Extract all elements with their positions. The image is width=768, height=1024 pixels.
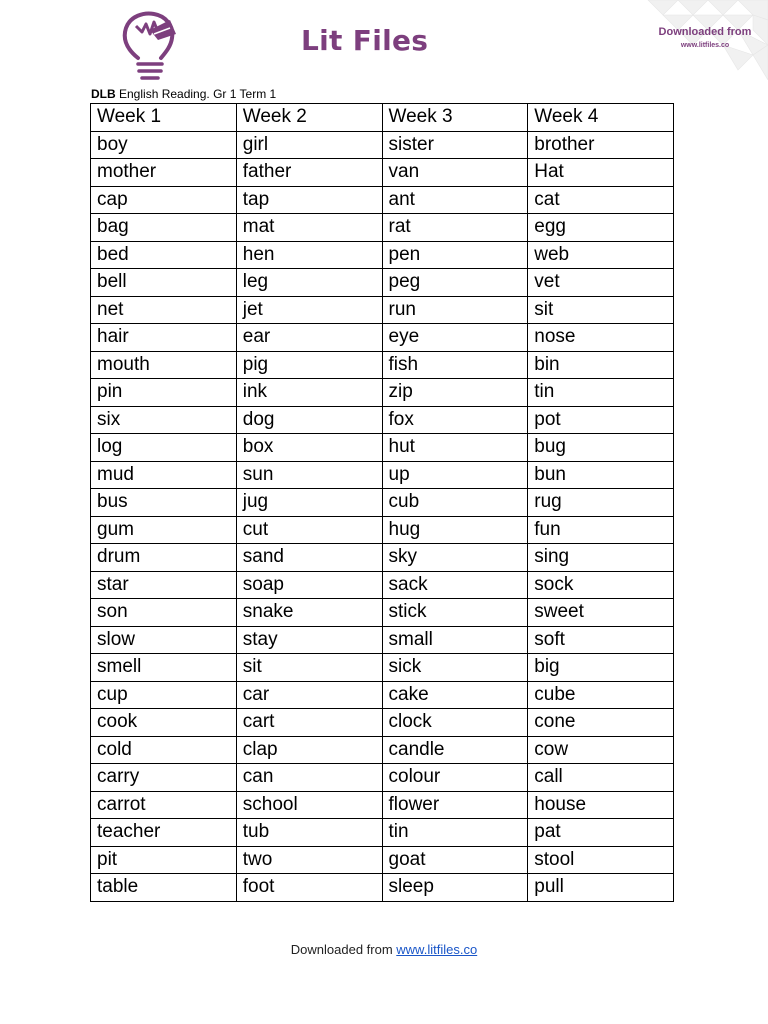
table-row xyxy=(91,516,674,544)
table-cell: snake xyxy=(236,599,382,627)
table-cell: soft xyxy=(528,626,674,654)
table-cell: brother xyxy=(528,131,674,159)
column-header: Week 2 xyxy=(236,104,382,132)
table-cell: clock xyxy=(382,709,528,737)
table-row xyxy=(91,324,674,352)
table-cell: car xyxy=(236,681,382,709)
table-cell: sack xyxy=(382,571,528,599)
table-cell: rug xyxy=(528,489,674,517)
table-row xyxy=(91,214,674,242)
table-cell: jet xyxy=(236,296,382,324)
table-row xyxy=(91,599,674,627)
table-cell: mouth xyxy=(91,351,237,379)
table-cell: sky xyxy=(382,544,528,572)
table-row xyxy=(91,544,674,572)
table-cell: hug xyxy=(382,516,528,544)
table-cell: cut xyxy=(236,516,382,544)
table-cell: tin xyxy=(528,379,674,407)
table-cell: peg xyxy=(382,269,528,297)
table-cell: hut xyxy=(382,434,528,462)
table-cell: bell xyxy=(91,269,237,297)
table-row xyxy=(91,406,674,434)
table-cell: vet xyxy=(528,269,674,297)
table-cell: eye xyxy=(382,324,528,352)
table-cell: bus xyxy=(91,489,237,517)
table-cell: slow xyxy=(91,626,237,654)
table-cell: sit xyxy=(528,296,674,324)
table-cell: sock xyxy=(528,571,674,599)
table-cell: gum xyxy=(91,516,237,544)
table-cell: sick xyxy=(382,654,528,682)
table-cell: pot xyxy=(528,406,674,434)
table-cell: fun xyxy=(528,516,674,544)
table-cell: ear xyxy=(236,324,382,352)
table-row xyxy=(91,709,674,737)
table-cell: box xyxy=(236,434,382,462)
table-cell: cone xyxy=(528,709,674,737)
table-cell: mud xyxy=(91,461,237,489)
table-cell: star xyxy=(91,571,237,599)
table-row xyxy=(91,571,674,599)
column-header: Week 1 xyxy=(91,104,237,132)
table-cell: web xyxy=(528,241,674,269)
badge-line2: www.litfiles.co xyxy=(680,42,730,49)
table-cell: bun xyxy=(528,461,674,489)
column-header: Week 4 xyxy=(528,104,674,132)
subtitle-rest: English Reading. Gr 1 Term 1 xyxy=(115,87,277,101)
table-cell: mother xyxy=(91,159,237,187)
table-cell: goat xyxy=(382,846,528,874)
table-cell: cube xyxy=(528,681,674,709)
table-cell: drum xyxy=(91,544,237,572)
table-cell: boy xyxy=(91,131,237,159)
table-cell: father xyxy=(236,159,382,187)
table-row xyxy=(91,874,674,902)
table-row xyxy=(91,489,674,517)
badge-line1: Downloaded from xyxy=(658,26,752,38)
table-cell: cub xyxy=(382,489,528,517)
table-cell: son xyxy=(91,599,237,627)
table-cell: cup xyxy=(91,681,237,709)
table-row xyxy=(91,461,674,489)
table-cell: girl xyxy=(236,131,382,159)
table-cell: cow xyxy=(528,736,674,764)
table-cell: sweet xyxy=(528,599,674,627)
table-cell: jug xyxy=(236,489,382,517)
table-cell: pin xyxy=(91,379,237,407)
table-row xyxy=(91,764,674,792)
table-cell: teacher xyxy=(91,819,237,847)
table-cell: ink xyxy=(236,379,382,407)
table-row xyxy=(91,654,674,682)
table-cell: bin xyxy=(528,351,674,379)
table-row xyxy=(91,296,674,324)
table-cell: pig xyxy=(236,351,382,379)
table-cell: can xyxy=(236,764,382,792)
table-cell: tub xyxy=(236,819,382,847)
table-cell: fox xyxy=(382,406,528,434)
table-cell: nose xyxy=(528,324,674,352)
table-cell: foot xyxy=(236,874,382,902)
table-cell: net xyxy=(91,296,237,324)
subtitle-bold: DLB xyxy=(91,87,116,101)
table-cell: sand xyxy=(236,544,382,572)
table-row xyxy=(91,626,674,654)
table-row xyxy=(91,791,674,819)
table-cell: cat xyxy=(528,186,674,214)
table-cell: soap xyxy=(236,571,382,599)
table-row xyxy=(91,186,674,214)
table-cell: two xyxy=(236,846,382,874)
table-cell: cart xyxy=(236,709,382,737)
table-row xyxy=(91,434,674,462)
column-header: Week 3 xyxy=(382,104,528,132)
table-row xyxy=(91,131,674,159)
table-cell: bed xyxy=(91,241,237,269)
table-cell: pen xyxy=(382,241,528,269)
table-cell: log xyxy=(91,434,237,462)
table-cell: cap xyxy=(91,186,237,214)
brand-name: Lit Files xyxy=(301,24,429,57)
footer xyxy=(0,942,768,957)
table-cell: Hat xyxy=(528,159,674,187)
table-cell: zip xyxy=(382,379,528,407)
table-row xyxy=(91,819,674,847)
table-cell: stool xyxy=(528,846,674,874)
footer-link[interactable]: www.litfiles.co xyxy=(396,942,478,957)
table-cell: sit xyxy=(236,654,382,682)
table-cell: small xyxy=(382,626,528,654)
table-cell: run xyxy=(382,296,528,324)
table-cell: hair xyxy=(91,324,237,352)
table-cell: cold xyxy=(91,736,237,764)
table-cell: table xyxy=(91,874,237,902)
table-cell: carrot xyxy=(91,791,237,819)
table-cell: hen xyxy=(236,241,382,269)
table-cell: fish xyxy=(382,351,528,379)
download-badge xyxy=(650,26,760,49)
table-cell: pull xyxy=(528,874,674,902)
table-cell: candle xyxy=(382,736,528,764)
table-cell: call xyxy=(528,764,674,792)
table-cell: colour xyxy=(382,764,528,792)
table-cell: tap xyxy=(236,186,382,214)
table-cell: dog xyxy=(236,406,382,434)
table-cell: sun xyxy=(236,461,382,489)
table-cell: flower xyxy=(382,791,528,819)
table-cell: sister xyxy=(382,131,528,159)
table-row xyxy=(91,846,674,874)
table-cell: pit xyxy=(91,846,237,874)
table-cell: cook xyxy=(91,709,237,737)
table-header-row xyxy=(91,104,674,132)
table-cell: bag xyxy=(91,214,237,242)
table-cell: ant xyxy=(382,186,528,214)
table-cell: cake xyxy=(382,681,528,709)
table-cell: rat xyxy=(382,214,528,242)
table-cell: mat xyxy=(236,214,382,242)
table-row xyxy=(91,241,674,269)
table-row xyxy=(91,379,674,407)
lightbulb-book-icon xyxy=(116,10,186,82)
table-row xyxy=(91,736,674,764)
table-row xyxy=(91,159,674,187)
table-cell: bug xyxy=(528,434,674,462)
table-cell: clap xyxy=(236,736,382,764)
table-cell: tin xyxy=(382,819,528,847)
table-cell: big xyxy=(528,654,674,682)
table-cell: carry xyxy=(91,764,237,792)
table-cell: egg xyxy=(528,214,674,242)
table-cell: sleep xyxy=(382,874,528,902)
table-cell: leg xyxy=(236,269,382,297)
table-cell: school xyxy=(236,791,382,819)
document-subtitle xyxy=(91,87,276,101)
word-list-table xyxy=(90,103,674,902)
footer-prefix: Downloaded from xyxy=(290,942,397,957)
table-cell: stay xyxy=(236,626,382,654)
table-cell: van xyxy=(382,159,528,187)
table-cell: smell xyxy=(91,654,237,682)
table-row xyxy=(91,269,674,297)
table-cell: house xyxy=(528,791,674,819)
table-body xyxy=(91,131,674,901)
table-cell: sing xyxy=(528,544,674,572)
table-cell: six xyxy=(91,406,237,434)
table-row xyxy=(91,681,674,709)
table-cell: up xyxy=(382,461,528,489)
table-cell: stick xyxy=(382,599,528,627)
table-row xyxy=(91,351,674,379)
table-cell: pat xyxy=(528,819,674,847)
